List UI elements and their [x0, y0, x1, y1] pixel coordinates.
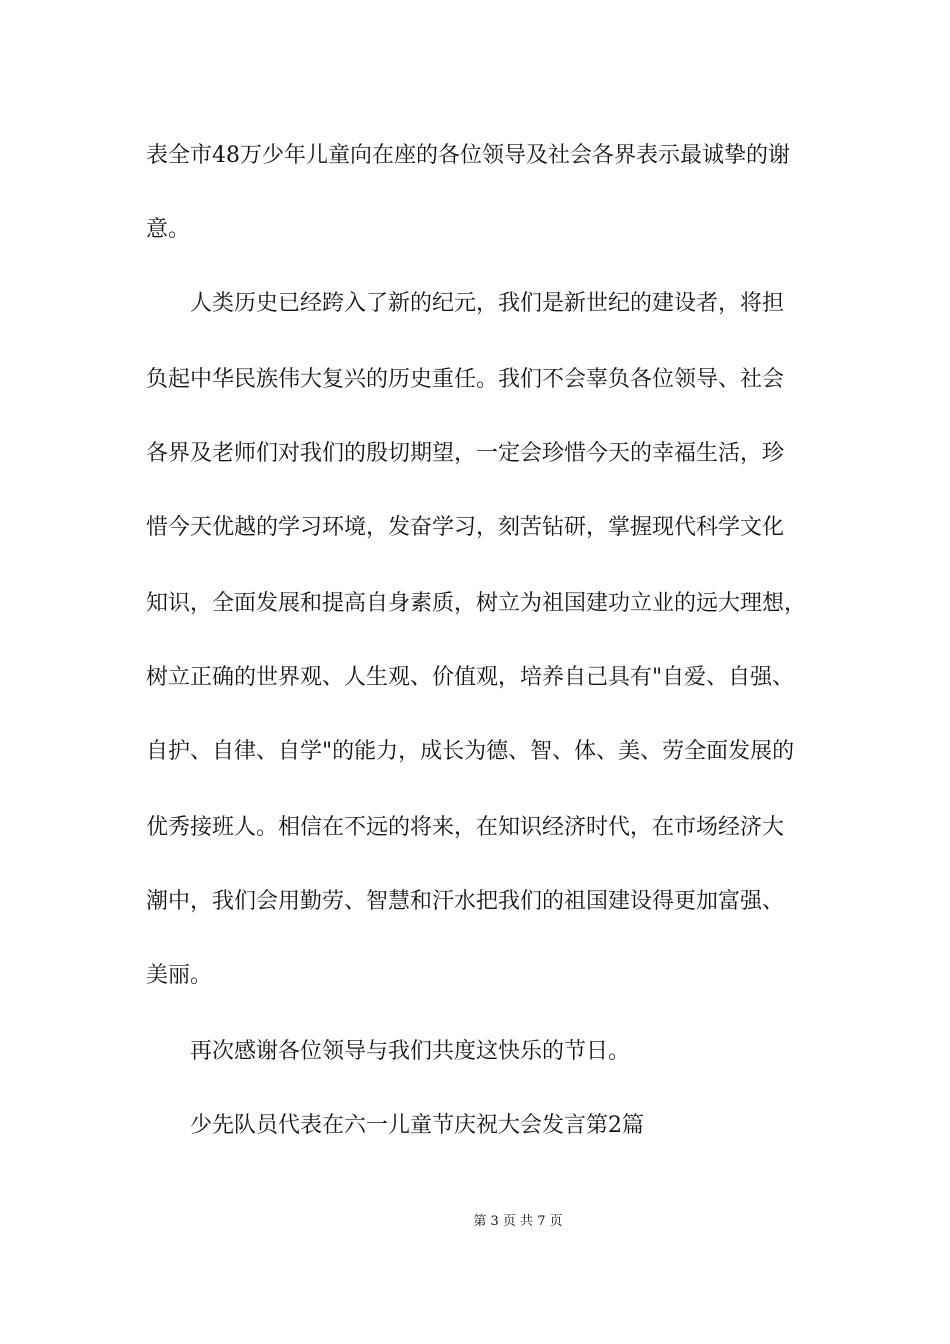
paragraph-line: 人类历史已经跨入了新的纪元，我们是新世纪的建设者，将担 — [190, 291, 785, 316]
paragraph-line: 自护、自律、自学"的能力，成长为德、智、体、美、劳全面发展的 — [146, 739, 795, 764]
paragraph-line: 知识，全面发展和提高自身素质，树立为祖国建功立业的远大理想， — [146, 591, 807, 616]
paragraph-line: 惜今天优越的学习环境，发奋学习，刻苦钻研，掌握现代科学文化 — [146, 515, 785, 540]
paragraph-line: 优秀接班人。相信在不远的将来，在知识经济时代，在市场经济大 — [146, 815, 785, 840]
paragraph-line: 潮中，我们会用勤劳、智慧和汗水把我们的祖国建设得更加富强、 — [146, 889, 785, 914]
paragraph-line: 美丽。 — [146, 963, 213, 988]
paragraph-line: 负起中华民族伟大复兴的历史重任。我们不会辜负各位领导、社会 — [146, 367, 785, 392]
paragraph-line: 表全市48万少年儿童向在座的各位领导及社会各界表示最诚挚的谢 — [146, 143, 790, 168]
paragraph-line: 各界及老师们对我们的殷切期望，一定会珍惜今天的幸福生活，珍 — [146, 441, 785, 466]
paragraph-line: 树立正确的世界观、人生观、价值观，培养自己具有"自爱、自强、 — [146, 665, 795, 690]
paragraph-line: 意。 — [146, 217, 191, 242]
page-number-footer: 第 3 页 共 7 页 — [473, 1214, 563, 1229]
paragraph-line: 再次感谢各位领导与我们共度这快乐的节日。 — [190, 1039, 631, 1064]
section-heading: 少先队员代表在六一儿童节庆祝大会发言第2篇 — [190, 1113, 644, 1138]
